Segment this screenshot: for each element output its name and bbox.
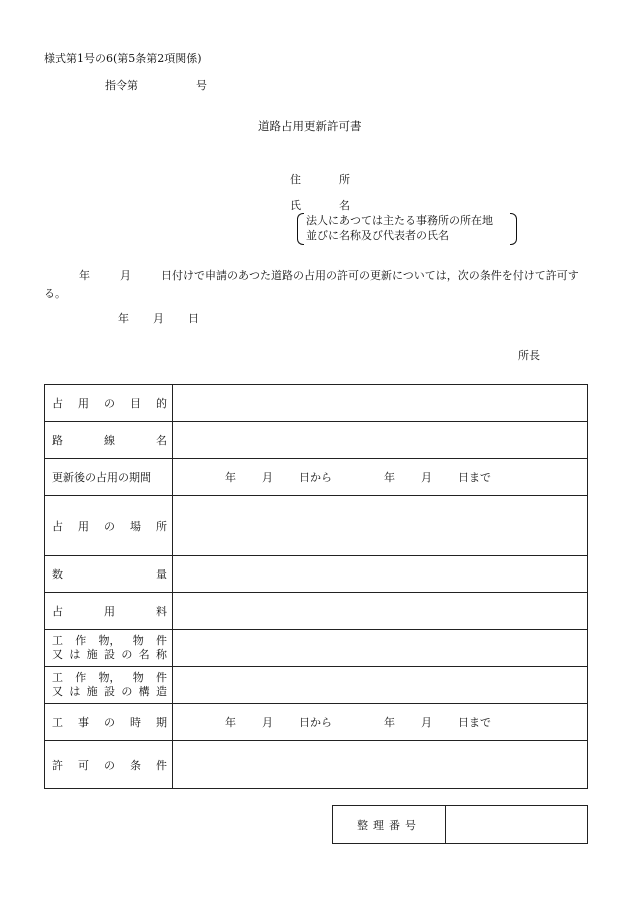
label-char: 工 bbox=[52, 716, 63, 729]
structure-form-label bbox=[45, 667, 173, 704]
label-char: は bbox=[69, 648, 81, 661]
label-char: 物 bbox=[132, 634, 144, 647]
label-char: 占 bbox=[52, 605, 63, 618]
label-char: は bbox=[69, 685, 81, 698]
label-char: 場 bbox=[130, 519, 141, 533]
admin-number-field[interactable] bbox=[446, 806, 588, 844]
period-field[interactable]: 年 月 日から 年 月 日まで bbox=[173, 459, 588, 496]
label-char: 又 bbox=[52, 648, 63, 661]
label-char: 料 bbox=[156, 605, 167, 618]
label-char: 期 bbox=[156, 716, 167, 729]
label-char: 称 bbox=[155, 648, 167, 661]
label-char: 作 bbox=[75, 634, 87, 647]
label-char: 可 bbox=[78, 758, 89, 772]
label-char: 物， bbox=[98, 634, 121, 647]
structure-name-label bbox=[45, 630, 173, 667]
label-char: の bbox=[121, 648, 133, 661]
corporation-note-line2: 並びに名称及び代表者の氏名 bbox=[306, 229, 449, 242]
purpose-field[interactable] bbox=[173, 385, 588, 422]
label-char: 用 bbox=[78, 397, 89, 410]
label-char: 工 bbox=[52, 671, 63, 684]
right-bracket bbox=[510, 213, 517, 245]
label-char: 物 bbox=[132, 671, 144, 684]
label-char: 件 bbox=[156, 634, 167, 647]
label-char: 名 bbox=[138, 648, 150, 661]
place-field[interactable] bbox=[173, 496, 588, 556]
label-char: 許 bbox=[52, 758, 63, 772]
office-chief: 所長 bbox=[518, 349, 540, 362]
label-char: 設 bbox=[103, 685, 115, 698]
route-label bbox=[45, 422, 173, 459]
label-char: の bbox=[104, 716, 115, 729]
label-char: 占 bbox=[52, 397, 63, 410]
label-char: の bbox=[104, 397, 115, 410]
purpose-label bbox=[45, 385, 173, 422]
fee-field[interactable] bbox=[173, 593, 588, 630]
label-char: 用 bbox=[78, 519, 89, 533]
label-char: 作 bbox=[75, 671, 87, 684]
route-field[interactable] bbox=[173, 422, 588, 459]
order-prefix: 指令第 bbox=[105, 79, 138, 92]
order-number bbox=[105, 79, 207, 93]
admin-number-label: 整理番号 bbox=[333, 806, 446, 844]
structure-name-field[interactable] bbox=[173, 630, 588, 667]
conditions-field[interactable] bbox=[173, 741, 588, 789]
label-char: 所 bbox=[156, 519, 167, 533]
applicant-address-label: 住 所 bbox=[290, 173, 350, 186]
label-char: 又 bbox=[52, 685, 63, 698]
label-char: 占 bbox=[52, 519, 63, 533]
issue-date: 年 月 日 bbox=[118, 312, 199, 325]
label-char: 的 bbox=[156, 397, 167, 410]
label-char: 設 bbox=[103, 648, 115, 661]
corporation-note bbox=[297, 213, 517, 245]
label-char: の bbox=[104, 519, 115, 533]
label-char: 目 bbox=[130, 397, 141, 410]
admin-number-table bbox=[332, 805, 588, 844]
label-char: 物， bbox=[98, 671, 121, 684]
label-char: 件 bbox=[156, 758, 167, 772]
label-char: 路 bbox=[52, 434, 63, 447]
place-label bbox=[45, 496, 173, 556]
label-char: 構 bbox=[138, 685, 150, 698]
label-char: 名 bbox=[156, 434, 167, 447]
label-char: 線 bbox=[104, 434, 115, 447]
permit-table bbox=[44, 384, 588, 789]
label-char: 事 bbox=[78, 716, 89, 729]
permission-statement: 年 月 日付けで申請のあつた道路の占用の許可の更新については，次の条件を付けて許可する。 bbox=[44, 269, 579, 300]
label-char: 造 bbox=[155, 685, 167, 698]
label-char: の bbox=[104, 758, 115, 772]
label-char: 施 bbox=[86, 685, 98, 698]
period-label: 更新後の占用の期間 bbox=[45, 459, 173, 496]
document-title: 道路占用更新許可書 bbox=[258, 119, 362, 133]
label-char: 用 bbox=[104, 605, 115, 618]
label-char: 数 bbox=[52, 568, 63, 581]
applicant-name-label: 氏 名 bbox=[290, 199, 350, 212]
work-period-label bbox=[45, 704, 173, 741]
label-char: 工 bbox=[52, 634, 63, 647]
label-char: 施 bbox=[86, 648, 98, 661]
quantity-label bbox=[45, 556, 173, 593]
label-char: 件 bbox=[156, 671, 167, 684]
corporation-note-line1: 法人にあつては主たる事務所の所在地 bbox=[306, 214, 493, 227]
label-char: 量 bbox=[156, 568, 167, 581]
label-char: 条 bbox=[130, 758, 141, 772]
order-suffix: 号 bbox=[196, 79, 207, 92]
form-number: 様式第1号の6(第5条第2項関係) bbox=[44, 52, 202, 65]
label-char: の bbox=[121, 685, 133, 698]
work-period-field[interactable]: 年 月 日から 年 月 日まで bbox=[173, 704, 588, 741]
left-bracket bbox=[297, 213, 304, 245]
label-char: 時 bbox=[130, 716, 141, 729]
fee-label bbox=[45, 593, 173, 630]
structure-form-field[interactable] bbox=[173, 667, 588, 704]
quantity-field[interactable] bbox=[173, 556, 588, 593]
conditions-label bbox=[45, 741, 173, 789]
